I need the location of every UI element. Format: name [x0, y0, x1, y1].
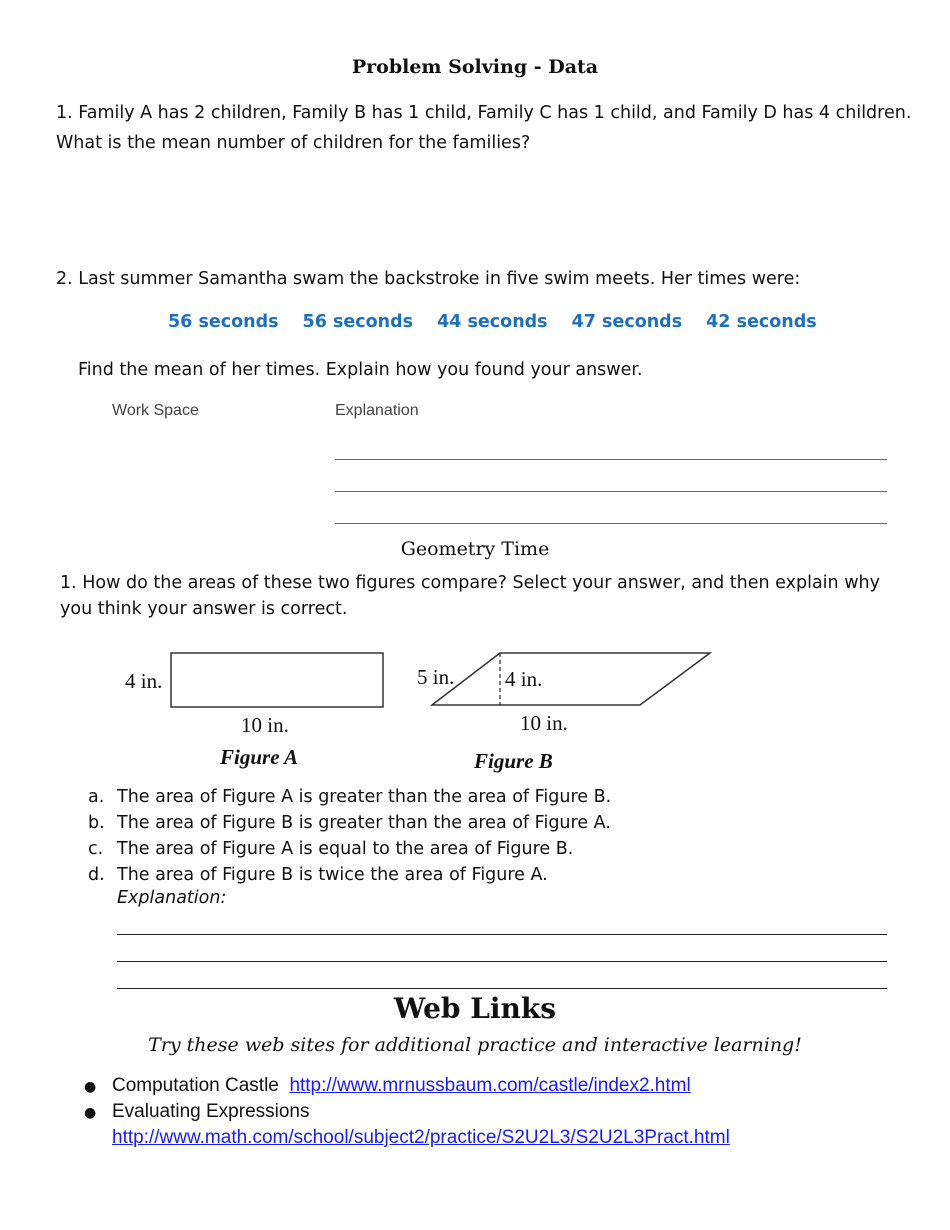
bullet-icon: ●: [84, 1079, 97, 1095]
choice-letter: d.: [88, 865, 105, 885]
question-2-prompt: Find the mean of her times. Explain how you found your answer.: [78, 360, 643, 380]
explanation-line[interactable]: [117, 988, 887, 989]
figure-b-height-label: 4 in.: [505, 667, 543, 691]
figure-b-slant-label: 5 in.: [417, 665, 455, 689]
choice-letter: c.: [88, 839, 104, 859]
link-item: [112, 1075, 691, 1097]
choice-text: The area of Figure A is greater than the area of Figure B.: [117, 787, 612, 807]
figure-a-rectangle: [171, 653, 383, 707]
swim-time: 56 seconds: [302, 312, 414, 332]
geometry-explanation-label: Explanation:: [117, 888, 227, 908]
geometry-question-line-2: you think your answer is correct.: [60, 599, 348, 619]
swim-time: 44 seconds: [437, 312, 548, 332]
swim-time: 42 seconds: [706, 312, 817, 332]
explanation-label: Explanation: [335, 402, 419, 419]
explanation-line[interactable]: [117, 961, 887, 962]
figure-b-parallelogram: [432, 653, 710, 705]
work-space-label: Work Space: [112, 402, 199, 419]
swim-time: 56 seconds: [168, 312, 279, 332]
question-1-line-2: What is the mean number of children for the families?: [56, 133, 531, 153]
geometry-title: Geometry Time: [400, 538, 550, 560]
geometry-question-line-1: 1. How do the areas of these two figures compare? Select your answer, and then explain why: [60, 573, 880, 593]
figure-a-caption: Figure A: [220, 745, 298, 769]
figure-b-caption: Figure B: [474, 749, 553, 773]
web-links-title: Web Links: [393, 992, 557, 1025]
choice-letter: a.: [88, 787, 105, 807]
link-url[interactable]: http://www.mrnussbaum.com/castle/index2.html: [289, 1075, 691, 1096]
question-1-line-1: 1. Family A has 2 children, Family B has 1 child, Family C has 1 child, and Family D has 4 children.: [56, 103, 912, 123]
link-name: Evaluating Expressions: [112, 1101, 310, 1122]
bullet-icon: ●: [84, 1105, 97, 1121]
choice-d[interactable]: [88, 862, 611, 888]
choice-text: The area of Figure B is twice the area of Figure A.: [117, 865, 548, 885]
choice-text: The area of Figure A is equal to the area of Figure B.: [117, 839, 574, 859]
choice-text: The area of Figure B is greater than the area of Figure A.: [117, 813, 611, 833]
web-links-subtitle: Try these web sites for additional practice and interactive learning!: [148, 1034, 802, 1056]
choice-letter: b.: [88, 813, 105, 833]
answer-choices: [88, 784, 611, 888]
explanation-line[interactable]: [117, 934, 887, 935]
link-item: [112, 1101, 310, 1123]
figure-b-base-label: 10 in.: [520, 711, 568, 735]
choice-a[interactable]: [88, 784, 611, 810]
link-name: Computation Castle: [112, 1075, 279, 1096]
link-url[interactable]: http://www.math.com/school/subject2/practice/S2U2L3/S2U2L3Pract.html: [112, 1127, 730, 1148]
figure-a-base-label: 10 in.: [241, 713, 289, 737]
page-title: Problem Solving - Data: [351, 56, 599, 78]
figure-a-side-label: 4 in.: [125, 669, 163, 693]
choice-c[interactable]: [88, 836, 611, 862]
choice-b[interactable]: [88, 810, 611, 836]
question-2-intro: 2. Last summer Samantha swam the backstroke in five swim meets. Her times were:: [56, 269, 801, 289]
swim-time: 47 seconds: [571, 312, 683, 332]
